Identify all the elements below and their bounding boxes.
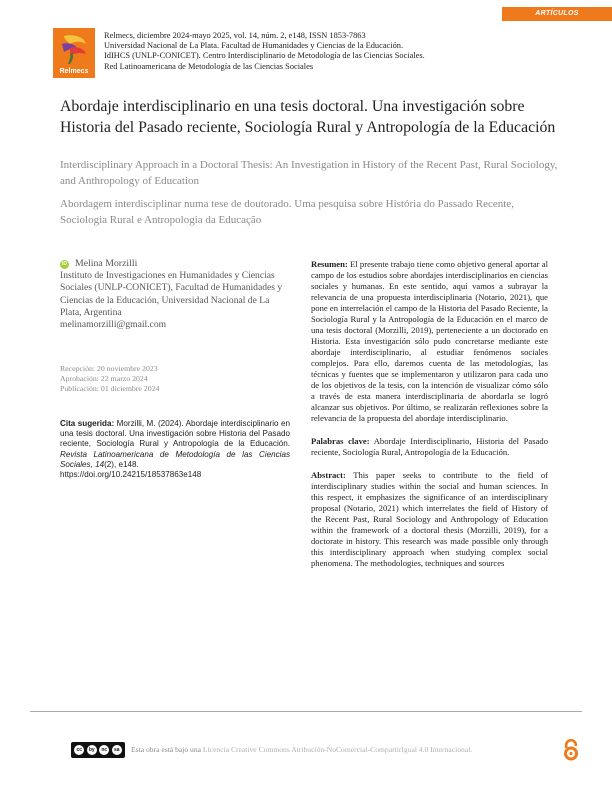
author-name-row xyxy=(60,258,290,270)
date-approved: Aprobación: 22 marzo 2024 xyxy=(60,374,148,383)
license-link[interactable]: Licencia Creative Commons Atribución-NoComercial-CompartirIgual 4.0 Internacional. xyxy=(202,745,473,754)
suggested-citation xyxy=(60,419,290,480)
citation-text: Morzilli, M. (2024). Abordaje interdisciplinario en una tesis doctoral. Una investigación sobre Historia del Pasado reciente, Sociología Rural y Antropología de la Educación. xyxy=(60,419,290,449)
date-published: Publicación: 01 diciembre 2024 xyxy=(60,384,160,393)
author-name: Melina Morzilli xyxy=(75,258,138,269)
citation-journal: Revista Latinoamericana de Metodología de las Ciencias Sociales, 14 xyxy=(60,449,290,469)
nc-icon: nc xyxy=(99,745,109,755)
orcid-icon[interactable]: iD xyxy=(62,260,67,267)
journal-header xyxy=(104,31,524,72)
header-line: Universidad Nacional de La Plata. Facultad de Humanidades y Ciencias de la Educación. xyxy=(104,41,404,51)
article-title-portuguese: Abordagem interdisciplinar numa tese de doutorado. Uma pesquisa sobre História do Passado Recente, Sociologia Rural e Antropologia da Educação xyxy=(60,198,514,226)
resumen-label: Resumen: xyxy=(311,259,348,269)
keywords-text: Abordaje Interdisciplinario, Historia del Pasado reciente, Sociología Rural, Antropología de la Educación. xyxy=(311,436,548,457)
author-email[interactable]: melinamorzilli@gmail.com xyxy=(60,319,167,331)
abstract-text: This paper seeks to contribute to the field of interdisciplinary studies within the social and human sciences. In this respect, it emphasizes the significance of an interdisciplinary proposal (Notario, 2021) which interrelates the field of History of the Recent Past, Rural Sociology and Anthropology of Education within the framework of a doctoral thesis (Morzilli, 2019), for a doctorate in history. This research was made possible only through this interdisciplinary approach when studying complex social phenomena. The methodologies, techniques and sources xyxy=(311,470,548,568)
logo-text: Relmecs xyxy=(59,68,89,75)
abstract-label: Abstract: xyxy=(311,470,346,480)
abstract-paragraph xyxy=(311,470,548,569)
license-prefix: Esta obra está bajo una xyxy=(131,745,202,754)
cc-icon: cc xyxy=(74,745,84,755)
resumen-text: El presente trabajo tiene como objetivo general aportar al campo de los estudios sobre abordajes interdisciplinarios en ciencias sociales y humanas. En este sentido, aquí vamos a subrayar la relevancia de una propuesta interdisciplinaria (Notario, 2021), que pone en interrelación el campo de la Historia del Pasado Reciente, la Sociología Rural y la Antropología de la Educación en el marco de una tesis doctoral (Morzilli, 2019), perteneciente a un doctorado en Historia. Esta investigación sólo pudo concretarse mediante este abordaje interdisciplinario, al estudiar fenómenos sociales complejos. Para ello, daremos cuenta de las metodologías, las técnicas y fuentes que se implementaron y utilizaron para cada uno de los objetivos de la tesis, con la intención de visualizar cómo sólo a través de esta manera interdisciplinaria de abordarla se logró alcanzar sus objetivos. Por último, se realizarán reflexiones sobre la relevancia de la propuesta del abordaje interdisciplinario. xyxy=(311,259,548,423)
by-icon: by xyxy=(87,745,97,755)
citation-doi-link[interactable]: https://doi.org/10.24215/18537863e148 xyxy=(60,470,202,480)
section-tag: ARTÍCULOS xyxy=(502,7,612,21)
resumen-paragraph xyxy=(311,259,548,424)
header-line: Red Latinoamericana de Metodología de las Ciencias Sociales xyxy=(104,61,314,71)
license-footer xyxy=(71,742,591,758)
author-affiliation: Instituto de Investigaciones en Humanidades y Ciencias Sociales (UNLP-CONICET), Facultad de Humanidades y Ciencias de la Educación, Universidad Nacional de La Plata, Argentina xyxy=(60,270,283,318)
sa-icon: sa xyxy=(112,745,122,755)
abstract-column xyxy=(311,259,548,581)
footer-divider xyxy=(30,711,582,712)
logo-emblem-icon xyxy=(58,32,90,66)
article-title-english: Interdisciplinary Approach in a Doctoral Thesis: An Investigation in History of the Recent Past, Rural Sociology, and Anthropology of Education xyxy=(60,159,558,187)
license-text xyxy=(131,745,472,754)
author-block xyxy=(60,258,290,331)
open-access-icon xyxy=(563,739,579,761)
article-title: Abordaje interdisciplinario en una tesis doctoral. Una investigación sobre Historia del Pasado reciente, Sociología Rural y Antropología de la Educación xyxy=(60,98,556,136)
citation-issue: (2), e148. xyxy=(104,459,139,469)
keywords-paragraph xyxy=(311,436,548,458)
date-received: Recepción: 20 noviembre 2023 xyxy=(60,364,158,373)
header-line: Relmecs, diciembre 2024-mayo 2025, vol. 14, núm. 2, e148, ISSN 1853-7863 xyxy=(104,31,366,40)
dates-block xyxy=(60,364,290,394)
citation-label: Cita sugerida: xyxy=(60,419,115,428)
creative-commons-badge[interactable] xyxy=(71,742,125,758)
keywords-label: Palabras clave: xyxy=(311,436,370,446)
header-line: IdIHCS (UNLP-CONICET). Centro Interdisciplinario de Metodología de las Ciencias Sociales. xyxy=(104,51,425,61)
journal-logo xyxy=(53,28,95,78)
